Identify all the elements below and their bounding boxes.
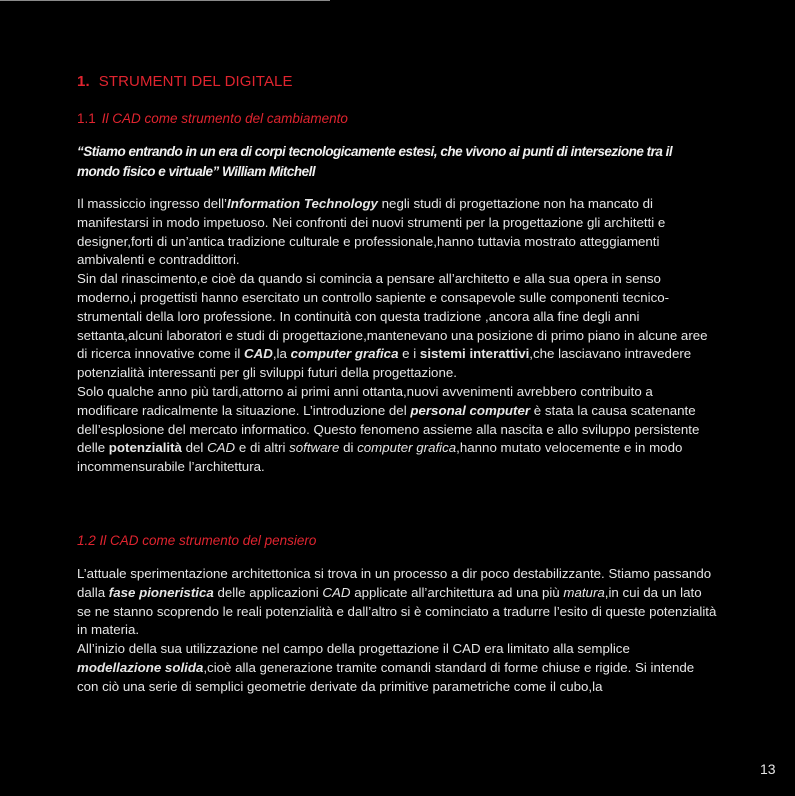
section-title-1: Il CAD come strumento del cambiamento	[101, 111, 348, 126]
text-run: All’inizio della sua utilizzazione nel campo della progettazione il CAD era limitato alla semplice	[77, 641, 630, 657]
text-run: L’attuale sperimentazione architettonica si trova in un processo a dir poco destabilizzante. Stiamo passando dalla	[77, 566, 712, 600]
text-run: e di altri	[235, 440, 290, 456]
emphasis-term: potenzialità	[108, 440, 182, 456]
top-rule	[0, 0, 330, 1]
emphasis-term: computer grafica	[290, 346, 399, 362]
chapter-number: 1.	[77, 73, 90, 90]
italic-term: software	[289, 440, 340, 456]
text-run: del	[181, 440, 208, 456]
emphasis-term: CAD	[244, 346, 273, 362]
emphasis-term: modellazione solida	[77, 659, 204, 675]
section-heading-2: 1.2 Il CAD come strumento del pensiero	[77, 533, 317, 548]
text-run: negli studi di progettazione non ha mancato di manifestarsi in modo impetuoso. Nei confronti dei nuovi strumenti per la progettazione gli architetti e designer,forti di un’antica tradizione culturale e professionale,hanno tuttavia mostrato atteggiamenti ambivalenti e contraddittori.	[77, 196, 666, 268]
italic-term: matura	[563, 584, 605, 600]
text-run: e i	[398, 346, 420, 362]
text-run: ,la	[272, 346, 291, 362]
text-run: ,in cui da un lato se ne stanno scoprendo le reali potenzialità e dall’altro si è cominciato a tradurre l’esito di queste potenzialità in materia.	[77, 584, 717, 638]
paragraph	[77, 565, 717, 640]
text-run: Solo qualche anno più tardi,attorno ai primi anni ottanta,nuovi avvenimenti avrebbero contribuito a modificare radicalmente la situazione. L’introduzione del	[77, 383, 653, 418]
text-run: Sin dal rinascimento,e cioè da quando si comincia a pensare all’architetto e alla sua opera in senso moderno,i progettisti hanno esercitato un controllo sapiente e consapevole sulle componenti tecnico-strumentali della loro professione. In continuità con questa tradizione ,ancora alla fine degli anni settanta,alcuni laboratori e studi di progettazione,mantenevano una posizione di primo piano in alcune aree di ricerca innovative come il	[77, 271, 708, 362]
text-run: ,cioè alla generazione tramite comandi standard di forme chiuse e rigide. Si intende con ciò una serie di semplici geometrie derivate da primitive parametriche come il cubo,la	[77, 659, 695, 694]
emphasis-term: Information Technology	[227, 196, 378, 211]
section-heading-1	[77, 111, 348, 126]
text-run: ,che lasciavano intravedere potenzialità interessanti per gli sviluppi futuri della progettazione.	[77, 346, 692, 381]
text-run: è stata la causa scatenante dell’esplosione del mercato informatico. Questo fenomeno assieme alla nascita e allo sviluppo persistente delle	[77, 402, 700, 456]
paragraph	[77, 270, 717, 383]
italic-term: CAD	[322, 584, 351, 600]
emphasis-term: personal computer	[410, 402, 531, 418]
chapter-title: STRUMENTI DEL DIGITALE	[98, 73, 293, 90]
emphasis-term: fase pioneristica	[108, 584, 214, 600]
body-text-section-2	[77, 565, 717, 697]
section-number-1: 1.1	[77, 111, 96, 126]
body-text-section-1	[77, 195, 717, 477]
epigraph-quote: “Stiamo entrando in un era di corpi tecnologicamente estesi, che vivono ai punti di intersezione tra il mondo fisico e virtuale” William Mitchell	[77, 144, 673, 179]
page-number: 13	[760, 761, 776, 777]
text-run: delle applicazioni	[213, 584, 323, 600]
emphasis-term: sistemi interattivi	[419, 346, 530, 362]
paragraph	[77, 383, 717, 477]
italic-term: computer grafica	[357, 440, 457, 456]
text-run: di	[339, 440, 358, 456]
italic-term: CAD	[207, 440, 236, 456]
paragraph	[77, 640, 717, 696]
chapter-heading	[77, 73, 293, 90]
paragraph	[77, 195, 717, 270]
text-run: Il massiccio ingresso dell’	[77, 196, 228, 211]
text-run: ,hanno mutato velocemente e in modo incommensurabile l’architettura.	[77, 440, 683, 475]
text-run: applicate all’architettura ad una più	[350, 584, 564, 600]
